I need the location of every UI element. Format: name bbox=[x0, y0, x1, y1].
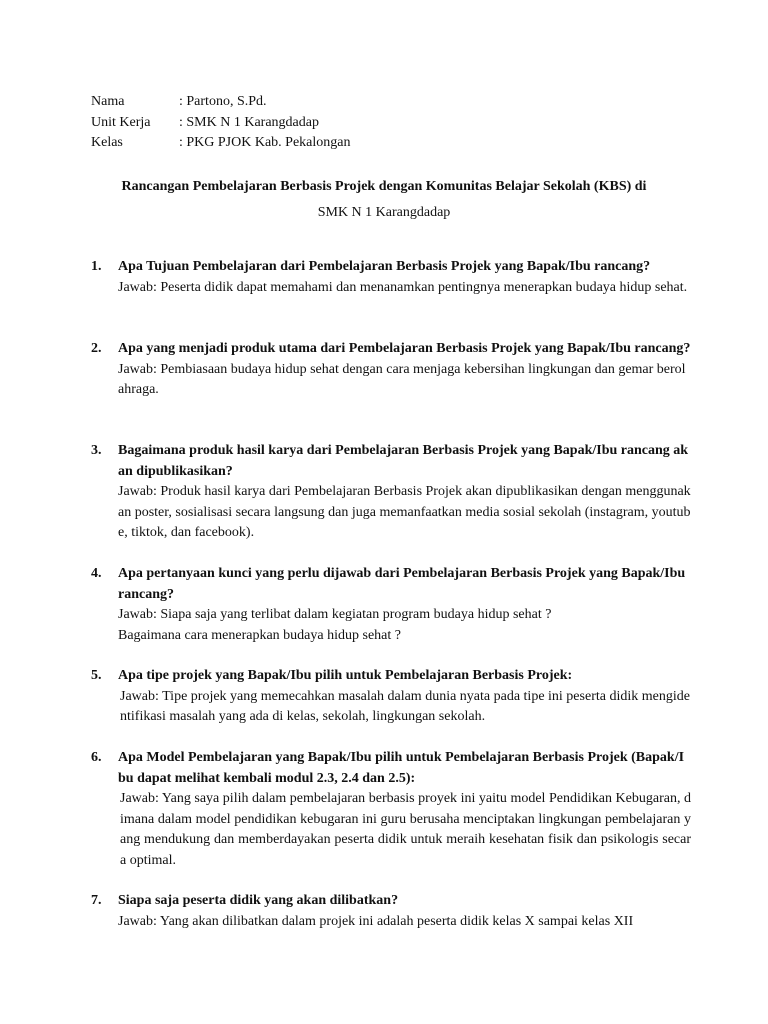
answer-text: Jawab: Produk hasil karya dari Pembelajaran Berbasis Projek akan dipublikasikan dengan menggunakan poster, sosialisasi secara langsung dan juga memanfaatkan media sosial sekolah (instagram, youtube, tiktok, dan facebook). bbox=[118, 484, 691, 541]
question-text: Apa yang menjadi produk utama dari Pembelajaran Berbasis Projek yang Bapak/Ibu rancang? bbox=[118, 341, 691, 356]
answer-text: Jawab: Peserta didik dapat memahami dan menanamkan pentingnya menerapkan budaya hidup sehat. bbox=[118, 279, 688, 295]
answer-text: Jawab: Tipe projek yang memecahkan masalah dalam dunia nyata pada tipe ini peserta didik mengidentifikasi masalah yang ada di kelas, sekolah, lingkungan sekolah. bbox=[120, 688, 690, 725]
question-item-1 bbox=[91, 257, 691, 298]
title-line-1: Rancangan Pembelajaran Berbasis Projek dengan Komunitas Belajar Sekolah (KBS) di bbox=[121, 179, 647, 194]
question-number: 7. bbox=[91, 893, 102, 908]
answer-text: Jawab: Siapa saja yang terlibat dalam kegiatan program budaya hidup sehat ? bbox=[118, 607, 552, 623]
answer-text: Jawab: Pembiasaan budaya hidup sehat dengan cara menjaga kebersihan lingkungan dan gemar berolahraga. bbox=[118, 361, 686, 398]
identity-label: Unit Kerja bbox=[91, 114, 151, 130]
question-item-5 bbox=[91, 666, 691, 728]
identity-row-kelas bbox=[91, 133, 351, 154]
question-number: 1. bbox=[91, 259, 102, 274]
identity-row-unit-kerja bbox=[91, 113, 351, 134]
identity-row-nama bbox=[91, 92, 351, 113]
question-text: Apa tipe projek yang Bapak/Ibu pilih untuk Pembelajaran Berbasis Projek: bbox=[118, 668, 573, 683]
question-item-6 bbox=[91, 748, 691, 872]
question-text: Apa Tujuan Pembelajaran dari Pembelajaran Berbasis Projek yang Bapak/Ibu rancang? bbox=[118, 259, 651, 274]
question-item-7 bbox=[91, 891, 691, 932]
question-number: 4. bbox=[91, 566, 102, 581]
question-text: Siapa saja peserta didik yang akan dilibatkan? bbox=[118, 893, 399, 908]
answer-text: Jawab: Yang akan dilibatkan dalam projek ini adalah peserta didik kelas X sampai kelas XII bbox=[118, 913, 634, 929]
question-text: Apa pertanyaan kunci yang perlu dijawab dari Pembelajaran Berbasis Projek yang Bapak/Ibu rancang? bbox=[118, 566, 686, 602]
document-title bbox=[60, 174, 708, 226]
identity-value: : Partono, S.Pd. bbox=[179, 94, 267, 109]
question-text: Bagaimana produk hasil karya dari Pembelajaran Berbasis Projek yang Bapak/Ibu rancang akan dipublikasikan? bbox=[118, 443, 689, 479]
identity-value: : SMK N 1 Karangdadap bbox=[179, 114, 319, 130]
question-number: 5. bbox=[91, 668, 102, 683]
question-number: 3. bbox=[91, 443, 102, 458]
identity-label: Nama bbox=[91, 94, 125, 109]
answer-text-continued: Bagaimana cara menerapkan budaya hidup sehat ? bbox=[118, 627, 401, 643]
question-text: Apa Model Pembelajaran yang Bapak/Ibu pilih untuk Pembelajaran Berbasis Projek (Bapak/Ibu dapat melihat kembali modul 2.3, 2.4 dan 2.5): bbox=[118, 750, 685, 786]
question-number: 2. bbox=[91, 341, 102, 356]
identity-label: Kelas bbox=[91, 135, 123, 150]
identity-block bbox=[91, 92, 351, 154]
question-number: 6. bbox=[91, 750, 102, 765]
title-line-2: SMK N 1 Karangdadap bbox=[317, 205, 451, 220]
question-item-3 bbox=[91, 441, 691, 544]
question-item-2 bbox=[91, 339, 691, 401]
answer-text: Jawab: Yang saya pilih dalam pembelajaran berbasis proyek ini yaitu model Pendidikan Kebugaran, dimana dalam model pendidikan kebugaran ini guru berusaha menciptakan lingkungan pembelajaran yang mendukung dan memberdayakan peserta didik untuk meraih kesehatan fisik dan psikologis secara optimal. bbox=[120, 791, 691, 868]
identity-value: : PKG PJOK Kab. Pekalongan bbox=[179, 135, 351, 150]
question-item-4 bbox=[91, 564, 691, 646]
